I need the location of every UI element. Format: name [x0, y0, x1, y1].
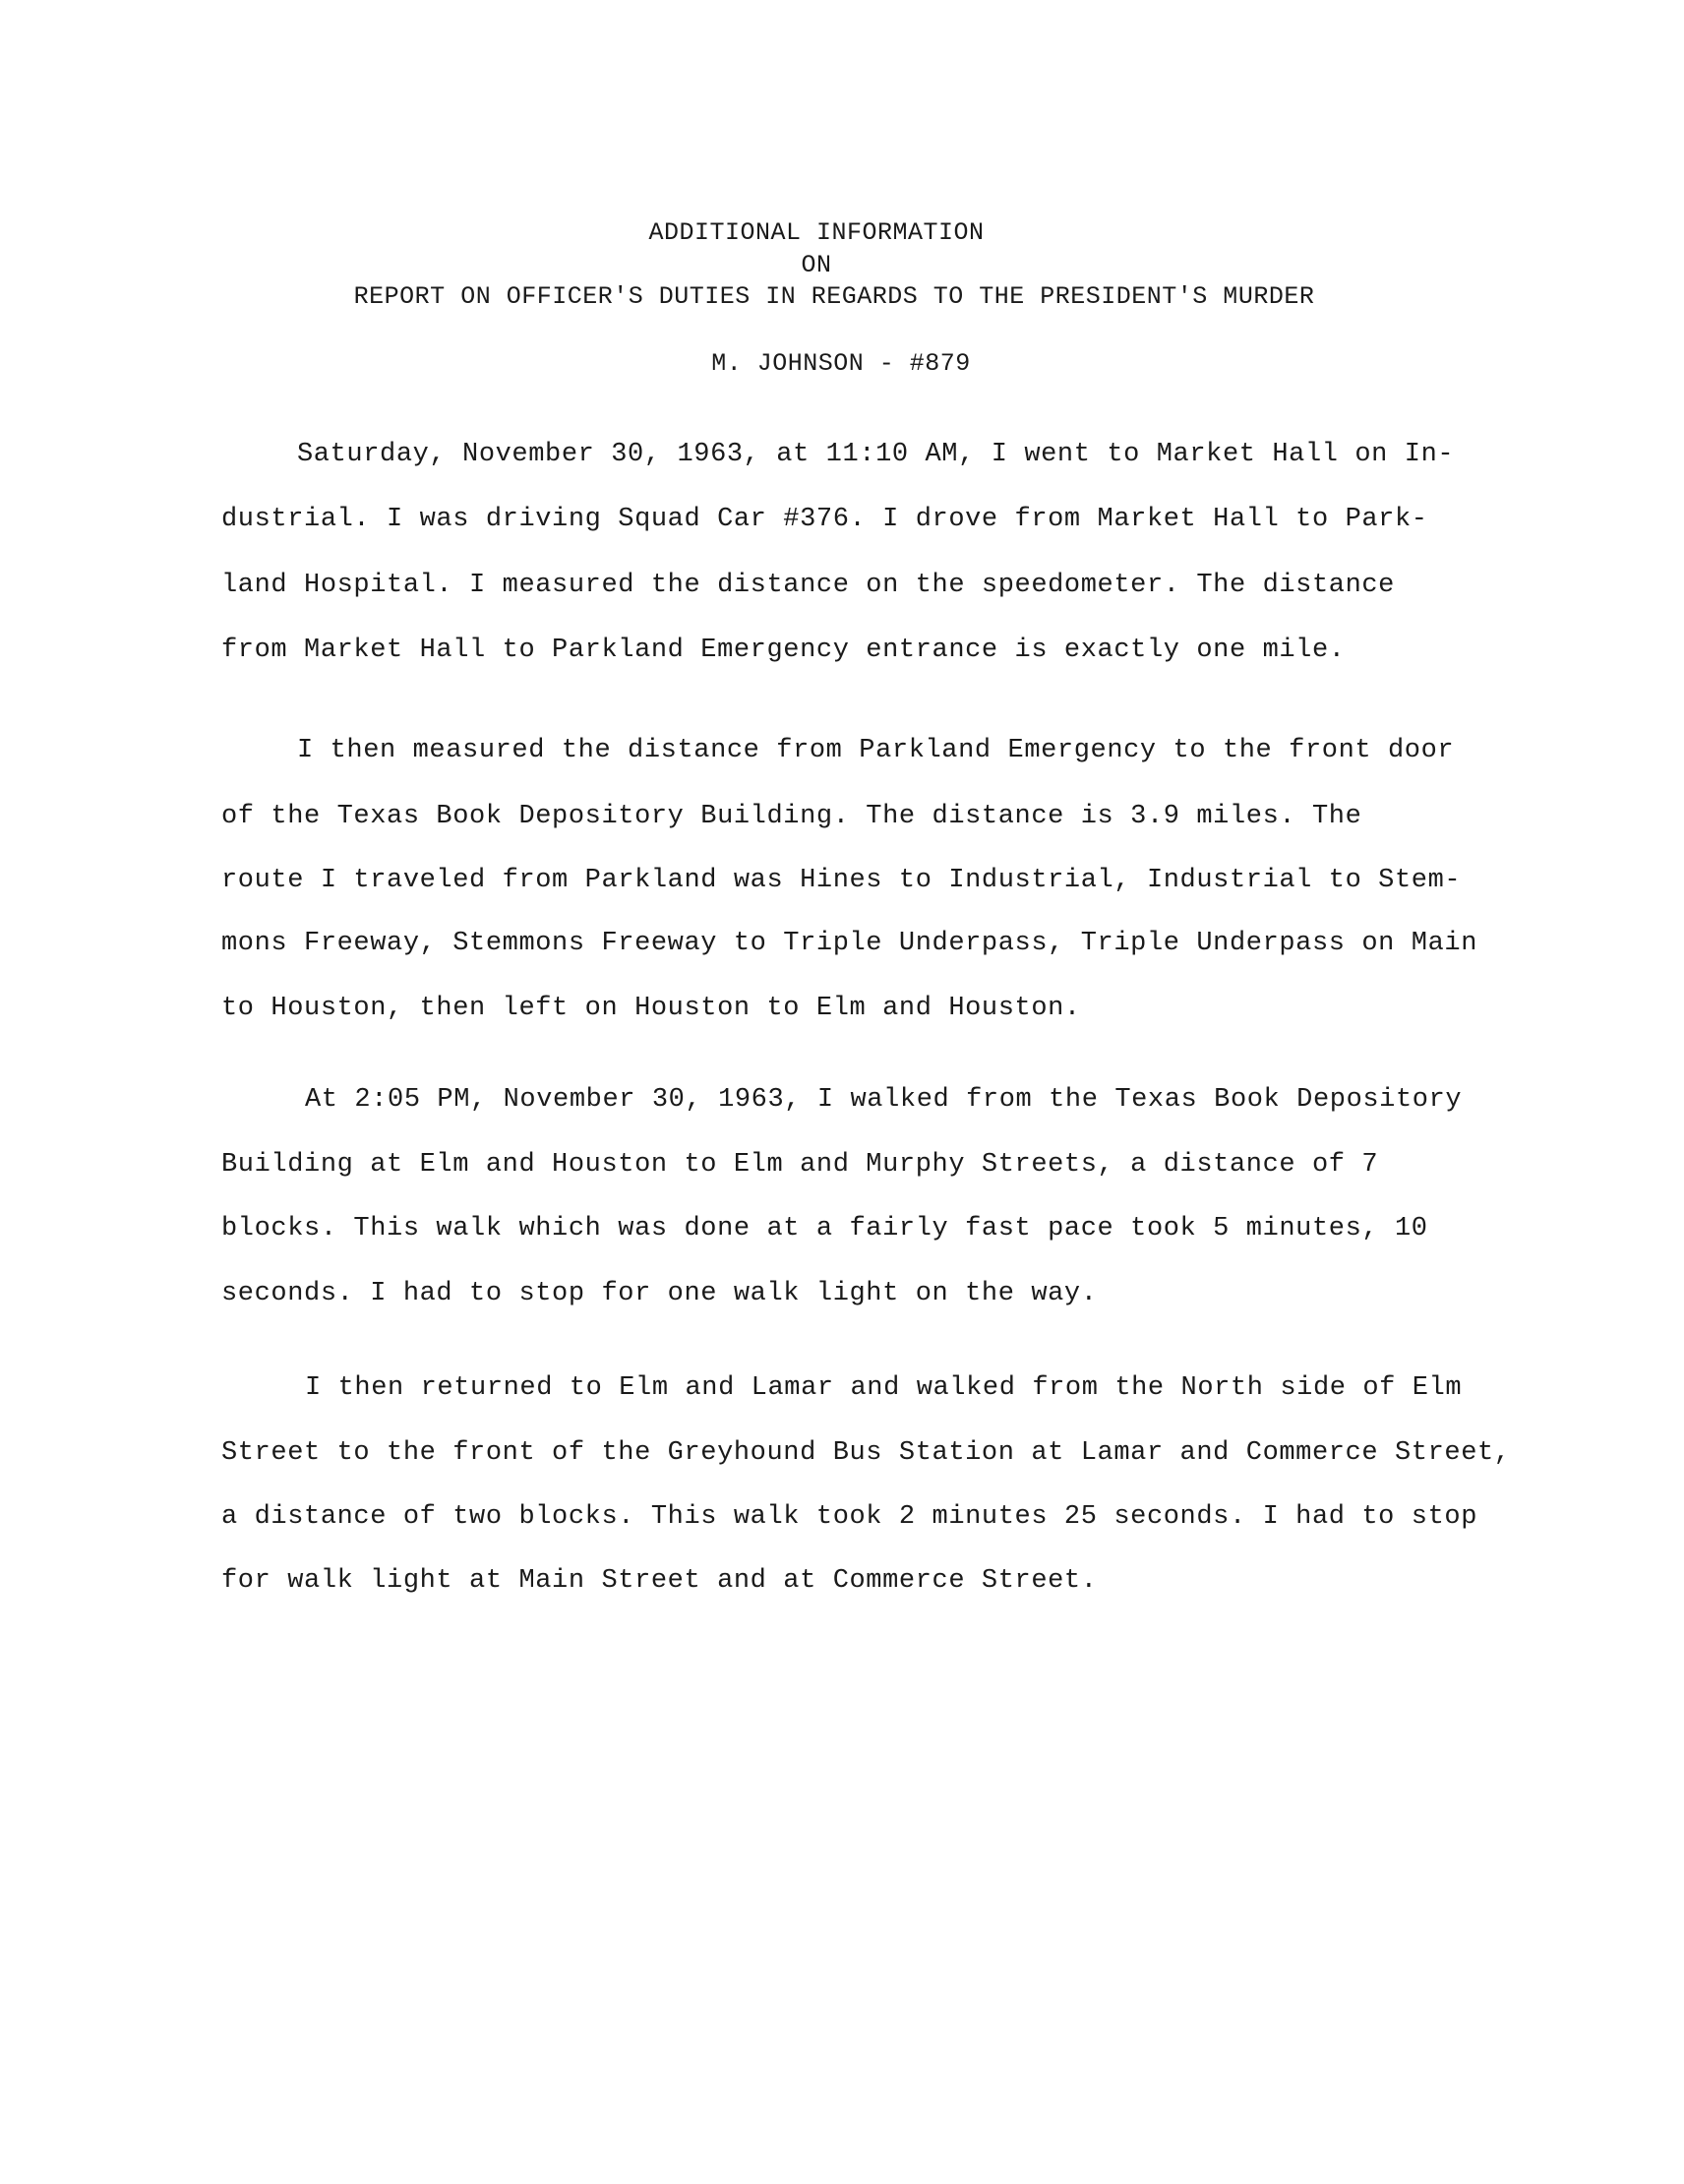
paragraph-line: dustrial. I was driving Squad Car #376. I drove from Market Hall to Park- [221, 505, 1428, 534]
paragraph-line: Building at Elm and Houston to Elm and Murphy Streets, a distance of 7 [221, 1150, 1379, 1180]
paragraph-line: mons Freeway, Stemmons Freeway to Triple Underpass, Triple Underpass on Main [221, 929, 1477, 958]
paragraph-line: At 2:05 PM, November 30, 1963, I walked from the Texas Book Depository [305, 1085, 1463, 1115]
document-title-connector: ON [801, 251, 832, 279]
document-subtitle: REPORT ON OFFICER'S DUTIES IN REGARDS TO THE PRESIDENT'S MURDER [353, 282, 1315, 311]
paragraph-line: blocks. This walk which was done at a fairly fast pace took 5 minutes, 10 [221, 1214, 1428, 1244]
paragraph-line: Street to the front of the Greyhound Bus Station at Lamar and Commerce Street, [221, 1438, 1511, 1468]
paragraph-line: land Hospital. I measured the distance on the speedometer. The distance [221, 571, 1395, 600]
paragraph-line: of the Texas Book Depository Building. The distance is 3.9 miles. The [221, 802, 1362, 831]
paragraph-line: I then returned to Elm and Lamar and walked from the North side of Elm [305, 1373, 1463, 1403]
paragraph-line: seconds. I had to stop for one walk light on the way. [221, 1279, 1098, 1308]
document-author: M. JOHNSON - #879 [711, 349, 971, 378]
paragraph-line: from Market Hall to Parkland Emergency entrance is exactly one mile. [221, 636, 1346, 665]
paragraph-line: Saturday, November 30, 1963, at 11:10 AM, I went to Market Hall on In- [297, 440, 1455, 469]
document-title: ADDITIONAL INFORMATION [648, 218, 985, 247]
paragraph-line: route I traveled from Parkland was Hines to Industrial, Industrial to Stem- [221, 866, 1462, 895]
paragraph-line: to Houston, then left on Houston to Elm and Houston. [221, 994, 1081, 1023]
paragraph-line: I then measured the distance from Parkland Emergency to the front door [297, 736, 1455, 765]
paragraph-line: for walk light at Main Street and at Commerce Street. [221, 1566, 1098, 1596]
paragraph-line: a distance of two blocks. This walk took 2 minutes 25 seconds. I had to stop [221, 1502, 1477, 1532]
